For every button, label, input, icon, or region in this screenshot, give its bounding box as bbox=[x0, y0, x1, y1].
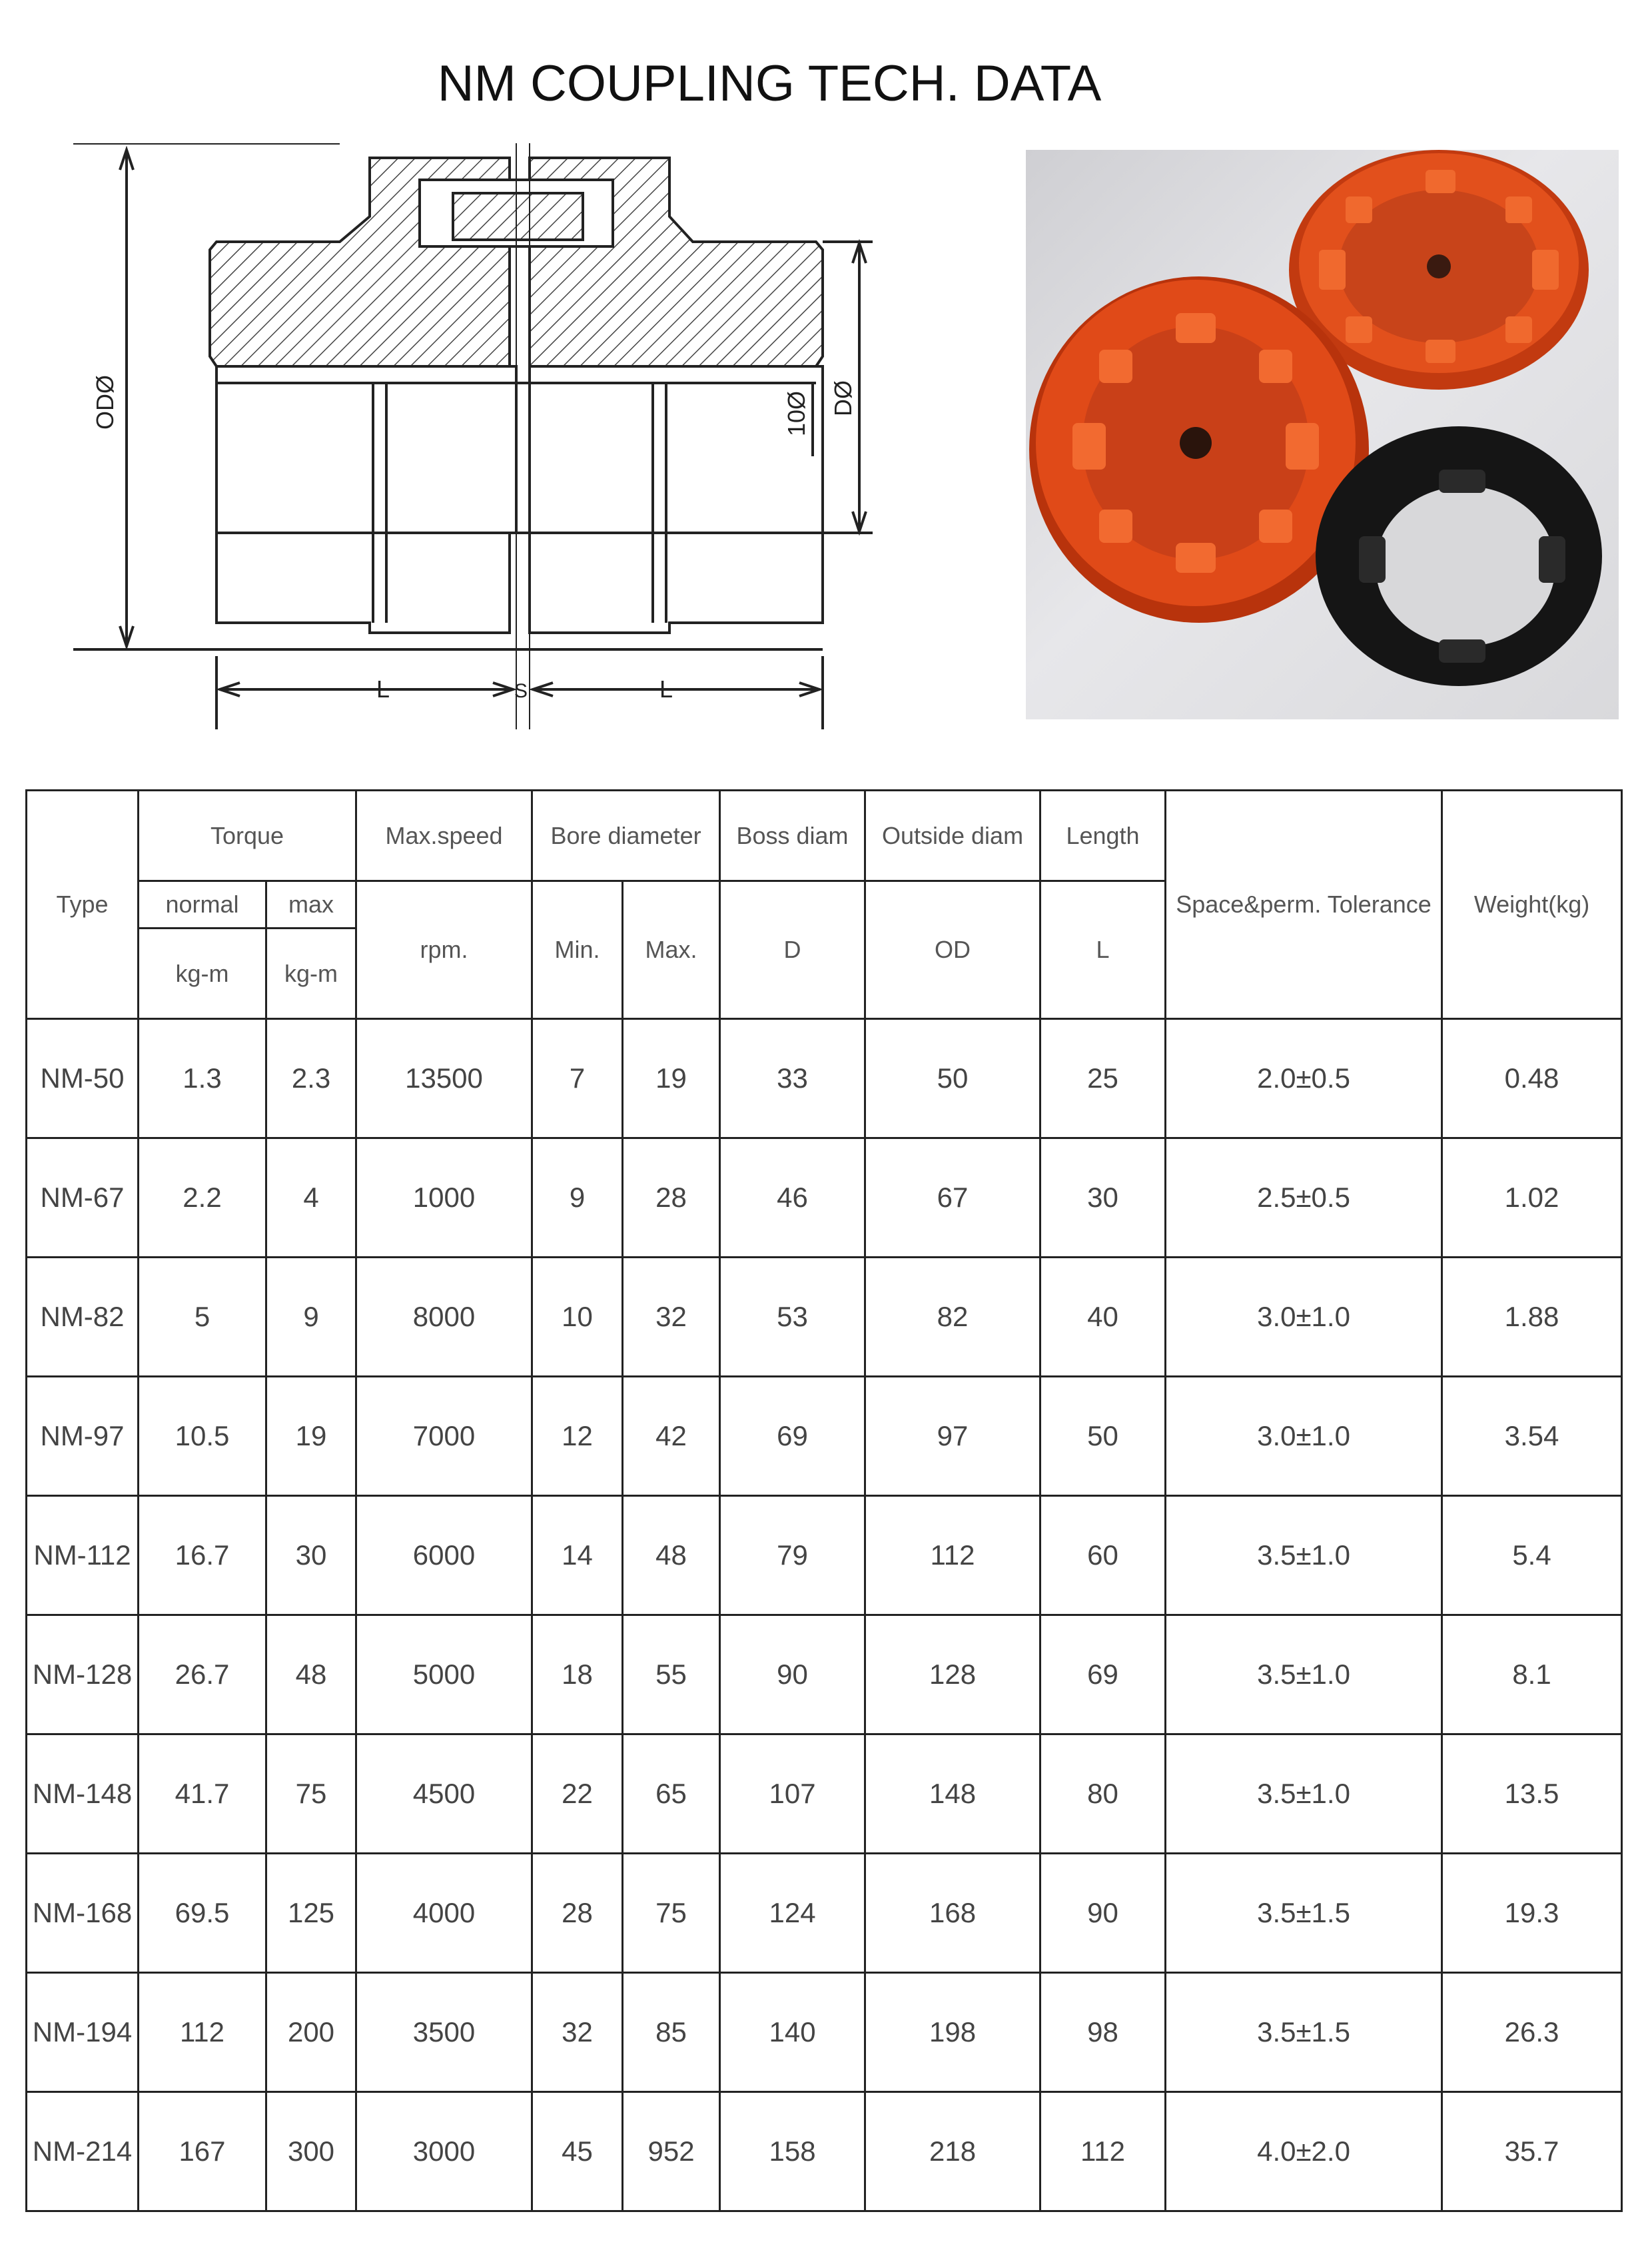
cell-l: 98 bbox=[1040, 1973, 1166, 2092]
cell-min: 28 bbox=[532, 1854, 623, 1973]
header-torque: Torque bbox=[139, 791, 356, 881]
cell-max: 48 bbox=[266, 1615, 356, 1734]
cell-normal: 26.7 bbox=[139, 1615, 266, 1734]
page-title: NM COUPLING TECH. DATA bbox=[437, 55, 1102, 112]
cell-weight: 35.7 bbox=[1442, 2092, 1622, 2211]
cell-d: 79 bbox=[720, 1496, 865, 1615]
cell-tol: 3.5±1.0 bbox=[1166, 1615, 1442, 1734]
cell-weight: 26.3 bbox=[1442, 1973, 1622, 2092]
cell-maxb: 55 bbox=[623, 1615, 720, 1734]
cell-min: 14 bbox=[532, 1496, 623, 1615]
header-type: Type bbox=[27, 791, 139, 1019]
cell-rpm: 5000 bbox=[356, 1615, 532, 1734]
cell-rpm: 3000 bbox=[356, 2092, 532, 2211]
cell-max: 19 bbox=[266, 1377, 356, 1496]
cell-d: 90 bbox=[720, 1615, 865, 1734]
cell-weight: 0.48 bbox=[1442, 1019, 1622, 1138]
cell-l: 25 bbox=[1040, 1019, 1166, 1138]
cell-tol: 3.5±1.5 bbox=[1166, 1854, 1442, 1973]
header-bore-diameter: Bore diameter bbox=[532, 791, 720, 881]
cell-maxb: 32 bbox=[623, 1258, 720, 1377]
cell-l: 112 bbox=[1040, 2092, 1166, 2211]
cell-rpm: 3500 bbox=[356, 1973, 532, 2092]
cell-max: 4 bbox=[266, 1138, 356, 1258]
cell-maxb: 85 bbox=[623, 1973, 720, 2092]
header-outside-unit: OD bbox=[865, 881, 1040, 1019]
cell-maxb: 28 bbox=[623, 1138, 720, 1258]
cell-weight: 13.5 bbox=[1442, 1734, 1622, 1854]
d-label: DØ bbox=[829, 380, 857, 416]
cell-max: 125 bbox=[266, 1854, 356, 1973]
cell-tol: 2.0±0.5 bbox=[1166, 1019, 1442, 1138]
header-torque-unit-normal: kg-m bbox=[139, 929, 266, 1019]
cell-rpm: 13500 bbox=[356, 1019, 532, 1138]
header-space-tolerance: Space&perm. Tolerance bbox=[1166, 791, 1442, 1019]
cell-type: NM-82 bbox=[27, 1258, 139, 1377]
l-right-label: L bbox=[659, 675, 673, 703]
cell-rpm: 8000 bbox=[356, 1258, 532, 1377]
header-length: Length bbox=[1040, 791, 1166, 881]
cell-type: NM-128 bbox=[27, 1615, 139, 1734]
cell-d: 124 bbox=[720, 1854, 865, 1973]
cell-tol: 3.0±1.0 bbox=[1166, 1377, 1442, 1496]
table-row bbox=[27, 1496, 1622, 1615]
cell-normal: 167 bbox=[139, 2092, 266, 2211]
cell-weight: 8.1 bbox=[1442, 1615, 1622, 1734]
cell-min: 9 bbox=[532, 1138, 623, 1258]
cell-rpm: 4000 bbox=[356, 1854, 532, 1973]
cell-weight: 19.3 bbox=[1442, 1854, 1622, 1973]
cell-weight: 3.54 bbox=[1442, 1377, 1622, 1496]
header-boss-diam: Boss diam bbox=[720, 791, 865, 881]
cell-rpm: 4500 bbox=[356, 1734, 532, 1854]
l-left-label: L bbox=[376, 675, 390, 703]
cell-tol: 3.0±1.0 bbox=[1166, 1258, 1442, 1377]
cell-normal: 10.5 bbox=[139, 1377, 266, 1496]
cell-min: 32 bbox=[532, 1973, 623, 2092]
cell-tol: 3.5±1.5 bbox=[1166, 1973, 1442, 2092]
cell-d: 53 bbox=[720, 1258, 865, 1377]
cell-d: 46 bbox=[720, 1138, 865, 1258]
cell-weight: 1.88 bbox=[1442, 1258, 1622, 1377]
cell-max: 75 bbox=[266, 1734, 356, 1854]
cell-l: 80 bbox=[1040, 1734, 1166, 1854]
header-boss-unit: D bbox=[720, 881, 865, 1019]
cell-maxb: 42 bbox=[623, 1377, 720, 1496]
s-label: S bbox=[514, 680, 528, 702]
header-max: max bbox=[266, 881, 356, 929]
od-label: ODØ bbox=[91, 374, 119, 430]
cell-normal: 41.7 bbox=[139, 1734, 266, 1854]
cell-tol: 3.5±1.0 bbox=[1166, 1496, 1442, 1615]
cell-weight: 5.4 bbox=[1442, 1496, 1622, 1615]
header-min: Min. bbox=[532, 881, 623, 1019]
cell-tol: 3.5±1.0 bbox=[1166, 1734, 1442, 1854]
cell-min: 45 bbox=[532, 2092, 623, 2211]
table-row bbox=[27, 1973, 1622, 2092]
cell-od: 112 bbox=[865, 1496, 1040, 1615]
cell-type: NM-214 bbox=[27, 2092, 139, 2211]
cell-min: 10 bbox=[532, 1258, 623, 1377]
cell-od: 82 bbox=[865, 1258, 1040, 1377]
cell-rpm: 1000 bbox=[356, 1138, 532, 1258]
cell-rpm: 6000 bbox=[356, 1496, 532, 1615]
cell-d: 107 bbox=[720, 1734, 865, 1854]
cell-type: NM-50 bbox=[27, 1019, 139, 1138]
cell-type: NM-148 bbox=[27, 1734, 139, 1854]
header-max-bore: Max. bbox=[623, 881, 720, 1019]
cell-od: 198 bbox=[865, 1973, 1040, 2092]
cell-max: 30 bbox=[266, 1496, 356, 1615]
header-rpm: rpm. bbox=[356, 881, 532, 1019]
table-row bbox=[27, 1734, 1622, 1854]
cell-normal: 112 bbox=[139, 1973, 266, 2092]
cell-d: 69 bbox=[720, 1377, 865, 1496]
cell-max: 300 bbox=[266, 2092, 356, 2211]
cell-type: NM-67 bbox=[27, 1138, 139, 1258]
header-length-unit: L bbox=[1040, 881, 1166, 1019]
cell-od: 148 bbox=[865, 1734, 1040, 1854]
table-row bbox=[27, 1377, 1622, 1496]
table-row bbox=[27, 2092, 1622, 2211]
coupling-cross-section-drawing bbox=[73, 143, 873, 729]
cell-tol: 2.5±0.5 bbox=[1166, 1138, 1442, 1258]
cell-maxb: 952 bbox=[623, 2092, 720, 2211]
cell-weight: 1.02 bbox=[1442, 1138, 1622, 1258]
cell-type: NM-194 bbox=[27, 1973, 139, 2092]
cell-type: NM-97 bbox=[27, 1377, 139, 1496]
header-normal: normal bbox=[139, 881, 266, 929]
cell-l: 40 bbox=[1040, 1258, 1166, 1377]
cell-rpm: 7000 bbox=[356, 1377, 532, 1496]
header-weight: Weight(kg) bbox=[1442, 791, 1622, 1019]
cell-normal: 69.5 bbox=[139, 1854, 266, 1973]
cell-min: 7 bbox=[532, 1019, 623, 1138]
cell-d: 33 bbox=[720, 1019, 865, 1138]
cell-max: 2.3 bbox=[266, 1019, 356, 1138]
cell-min: 22 bbox=[532, 1734, 623, 1854]
table-row bbox=[27, 1258, 1622, 1377]
cell-l: 60 bbox=[1040, 1496, 1166, 1615]
tech-data-table bbox=[25, 789, 1623, 2212]
cell-maxb: 65 bbox=[623, 1734, 720, 1854]
cell-od: 97 bbox=[865, 1377, 1040, 1496]
cell-type: NM-168 bbox=[27, 1854, 139, 1973]
cell-type: NM-112 bbox=[27, 1496, 139, 1615]
cell-normal: 2.2 bbox=[139, 1138, 266, 1258]
cell-d: 158 bbox=[720, 2092, 865, 2211]
cell-tol: 4.0±2.0 bbox=[1166, 2092, 1442, 2211]
cell-min: 12 bbox=[532, 1377, 623, 1496]
cell-d: 140 bbox=[720, 1973, 865, 2092]
cell-normal: 16.7 bbox=[139, 1496, 266, 1615]
table-row bbox=[27, 1138, 1622, 1258]
cell-l: 50 bbox=[1040, 1377, 1166, 1496]
cell-od: 67 bbox=[865, 1138, 1040, 1258]
cell-od: 218 bbox=[865, 2092, 1040, 2211]
d10-label: 10Ø bbox=[783, 390, 810, 436]
cell-normal: 5 bbox=[139, 1258, 266, 1377]
header-outside-diam: Outside diam bbox=[865, 791, 1040, 881]
cell-max: 200 bbox=[266, 1973, 356, 2092]
cell-maxb: 19 bbox=[623, 1019, 720, 1138]
cell-min: 18 bbox=[532, 1615, 623, 1734]
cell-l: 69 bbox=[1040, 1615, 1166, 1734]
cell-l: 30 bbox=[1040, 1138, 1166, 1258]
table-row bbox=[27, 1019, 1622, 1138]
cell-maxb: 75 bbox=[623, 1854, 720, 1973]
table-row bbox=[27, 1854, 1622, 1973]
cell-maxb: 48 bbox=[623, 1496, 720, 1615]
coupling-product-photo bbox=[1026, 150, 1619, 719]
cell-normal: 1.3 bbox=[139, 1019, 266, 1138]
cell-max: 9 bbox=[266, 1258, 356, 1377]
table-row bbox=[27, 1615, 1622, 1734]
header-torque-unit-max: kg-m bbox=[266, 929, 356, 1019]
cell-od: 128 bbox=[865, 1615, 1040, 1734]
cell-l: 90 bbox=[1040, 1854, 1166, 1973]
header-max-speed: Max.speed bbox=[356, 791, 532, 881]
cell-od: 50 bbox=[865, 1019, 1040, 1138]
cell-od: 168 bbox=[865, 1854, 1040, 1973]
